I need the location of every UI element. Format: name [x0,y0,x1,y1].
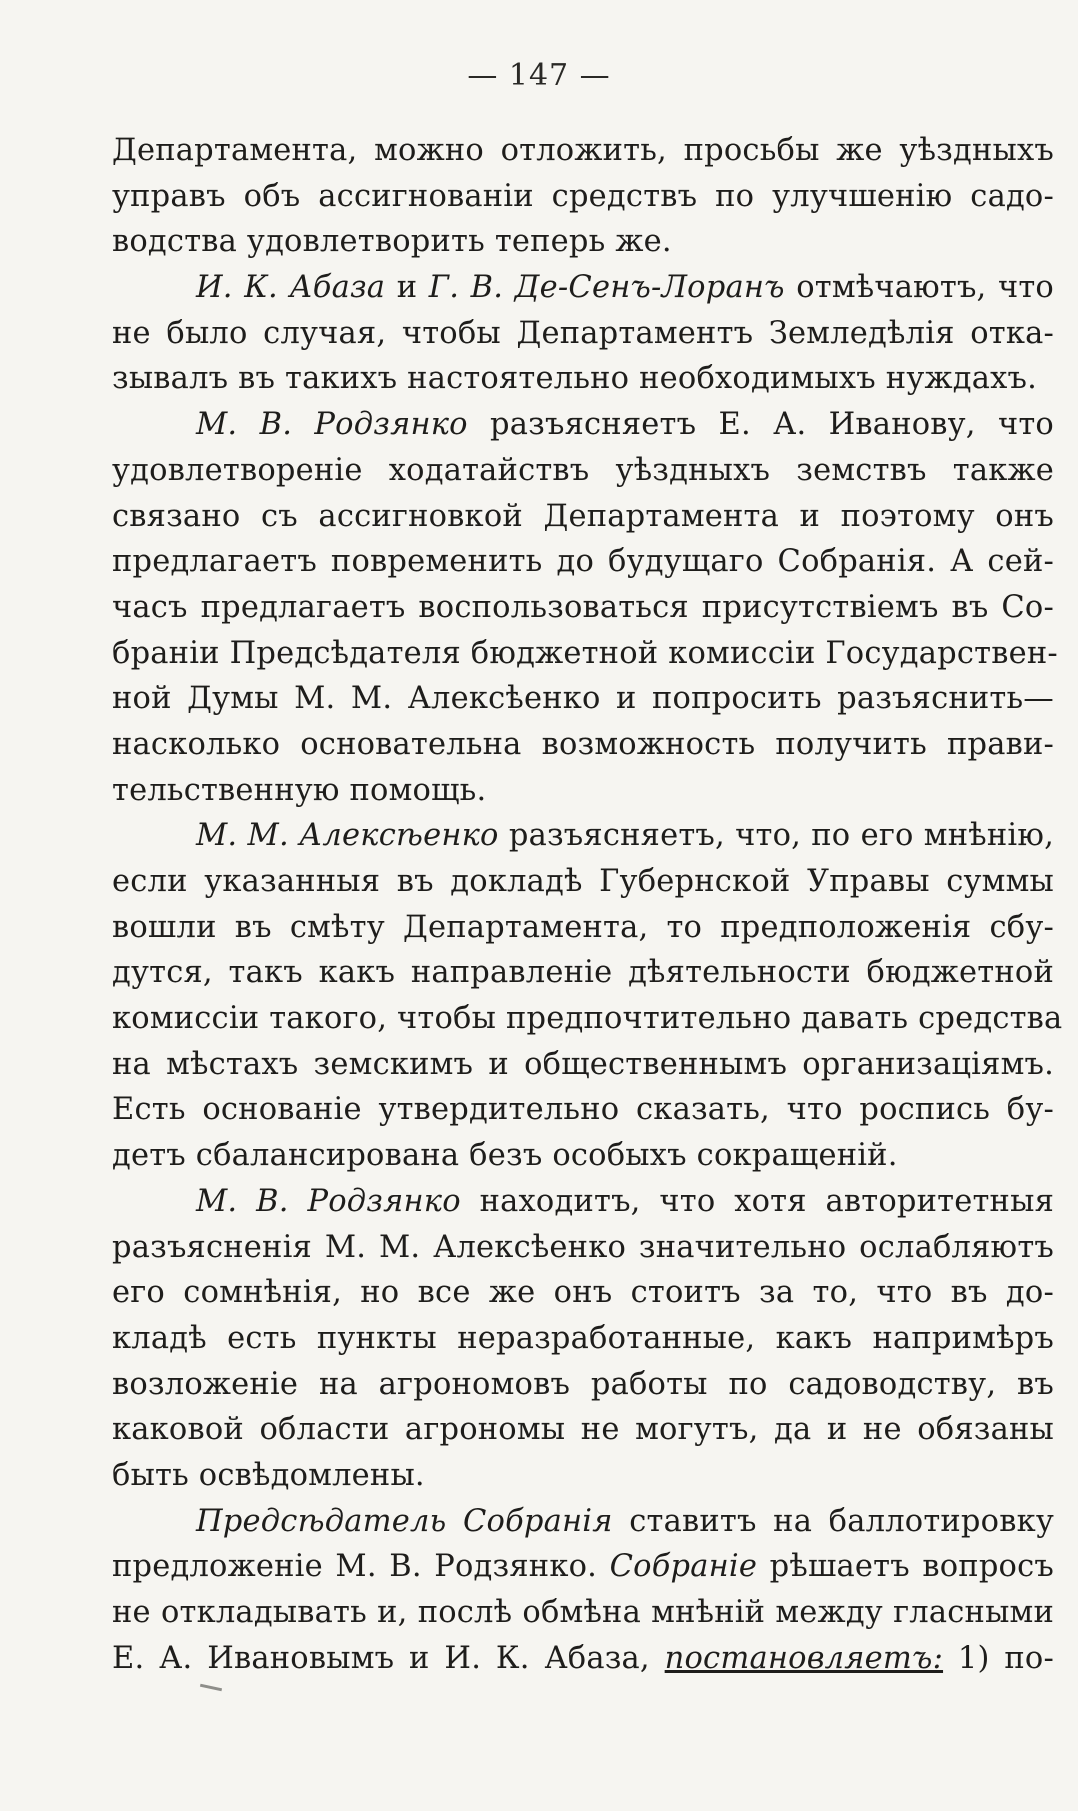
text-line [112,1042,1054,1088]
text-segment: не было случая, чтобы Департаментъ Земледѣлія отка- [112,315,1054,351]
text-line [112,1316,1054,1362]
text-line [112,311,1054,357]
emphasized-text: Г. В. Де-Сенъ-Лоранъ [428,270,785,306]
text-line [112,1636,1054,1682]
text-segment: ной Думы М. М. Алексѣенко и попросить разъяснить— [112,681,1054,717]
text-line [112,996,1063,1042]
emphasized-text: М. В. Родзянко [196,1183,461,1219]
text-line [112,265,1054,311]
text-segment: браніи Предсѣдателя бюджетной комиссіи Государствен- [112,635,1058,671]
text-segment: рѣшаетъ вопросъ [757,1549,1054,1585]
text-segment: каковой области агрономы не могутъ, да и не обязаны [112,1412,1054,1448]
text-segment: возложеніе на агрономовъ работы по садоводству, въ [112,1366,1054,1402]
text-segment: дутся, такъ какъ направленіе дѣятельности бюджетной [112,955,1054,991]
text-line [112,539,1054,585]
text-segment: вошли въ смѣту Департамента, то предположенія сбу- [112,909,1054,945]
text-line [112,494,1054,540]
text-segment: детъ сбалансирована безъ особыхъ сокращеній. [112,1138,898,1174]
emphasized-text: постановляетъ: [664,1640,944,1676]
text-segment: Департамента, можно отложить, просьбы же уѣздныхъ [112,133,1054,168]
text-segment: насколько основательна возможность получить прави- [112,726,1054,762]
text-segment: связано съ ассигновкой Департамента и поэтому онъ [112,498,1054,534]
text-segment: на мѣстахъ земскимъ и общественнымъ организаціямъ. [112,1046,1054,1082]
text-segment: предлагаетъ повременить до будущаго Собранія. А сей- [112,544,1054,580]
text-segment: разъясняетъ, что, по его мнѣнію, [498,818,1054,854]
text-segment: разъясненія М. М. Алексѣенко значительно ослабляютъ [112,1229,1054,1265]
text-segment: его сомнѣнія, но все же онъ стоитъ за то, что въ до- [112,1275,1054,1311]
text-segment: находитъ, что хотя авторитетныя [460,1183,1055,1219]
text-line [112,950,1054,996]
text-line [112,631,1058,677]
text-line [112,585,1054,631]
text-line [112,174,1054,220]
text-line [112,1225,1054,1271]
text-segment: 1) по- [943,1640,1055,1676]
text-line [112,1362,1054,1408]
text-line [112,1590,1054,1636]
text-segment: зывалъ въ такихъ настоятельно необходимыхъ нуждахъ. [112,361,1037,397]
text-segment: Есть основаніе утвердительно сказать, что роспись бу- [112,1092,1054,1128]
text-line [112,676,1054,722]
text-line [112,905,1054,951]
text-segment: не откладывать и, послѣ обмѣна мнѣній между гласными [112,1595,1054,1630]
text-segment: и [385,270,429,306]
text-segment: Е. А. Ивановымъ и И. К. Абаза, [112,1640,665,1676]
text-segment: часъ предлагаетъ воспользоваться присутствіемъ въ Со- [112,589,1054,625]
emphasized-text: Собраніе [609,1549,758,1585]
text-line [112,448,1054,494]
text-segment: ставитъ на баллотировку [612,1503,1054,1539]
text-line [112,1407,1054,1453]
text-line [112,1087,1054,1133]
text-line [112,1453,1054,1499]
text-line [112,1270,1054,1316]
text-line [112,1544,1054,1590]
text-line [112,402,1054,448]
text-segment: управъ объ ассигнованіи средствъ по улучшенію садо- [112,178,1054,214]
text-line [112,356,1054,402]
text-line [112,813,1054,859]
emphasized-text: И. К. Абаза [196,270,386,306]
emphasized-text: М. М. Алексѣенко [196,818,499,854]
ink-mark [200,1684,222,1692]
text-segment: отмѣчаютъ, что [784,270,1054,306]
page-number: — 147 — [467,58,611,93]
body-text [112,128,1063,1681]
emphasized-text: М. В. Родзянко [196,407,468,443]
text-segment: кладѣ есть пункты неразработанные, какъ напримѣръ [112,1320,1054,1356]
text-segment: если указанныя въ докладѣ Губернской Управы суммы [112,864,1054,899]
text-line [112,1133,1054,1179]
text-segment: удовлетвореніе ходатайствъ уѣздныхъ земствъ также [112,452,1054,488]
text-segment: разъясняетъ Е. А. Иванову, что [467,407,1054,443]
text-line [112,859,1054,905]
text-segment: водства удовлетворить теперь же. [112,224,672,260]
emphasized-text: Предсѣдатель Собранія [196,1503,613,1539]
text-segment: быть освѣдомлены. [112,1457,425,1493]
text-line [112,768,1054,814]
text-line [112,128,1054,174]
text-segment: тельственную помощь. [112,772,487,808]
text-segment: комиссіи такого, чтобы предпочтительно давать средства [112,1001,1063,1037]
text-line [112,722,1054,768]
text-line [112,1499,1054,1545]
text-line [112,1179,1054,1225]
text-line [112,219,1054,265]
text-segment: предложеніе М. В. Родзянко. [112,1549,610,1585]
